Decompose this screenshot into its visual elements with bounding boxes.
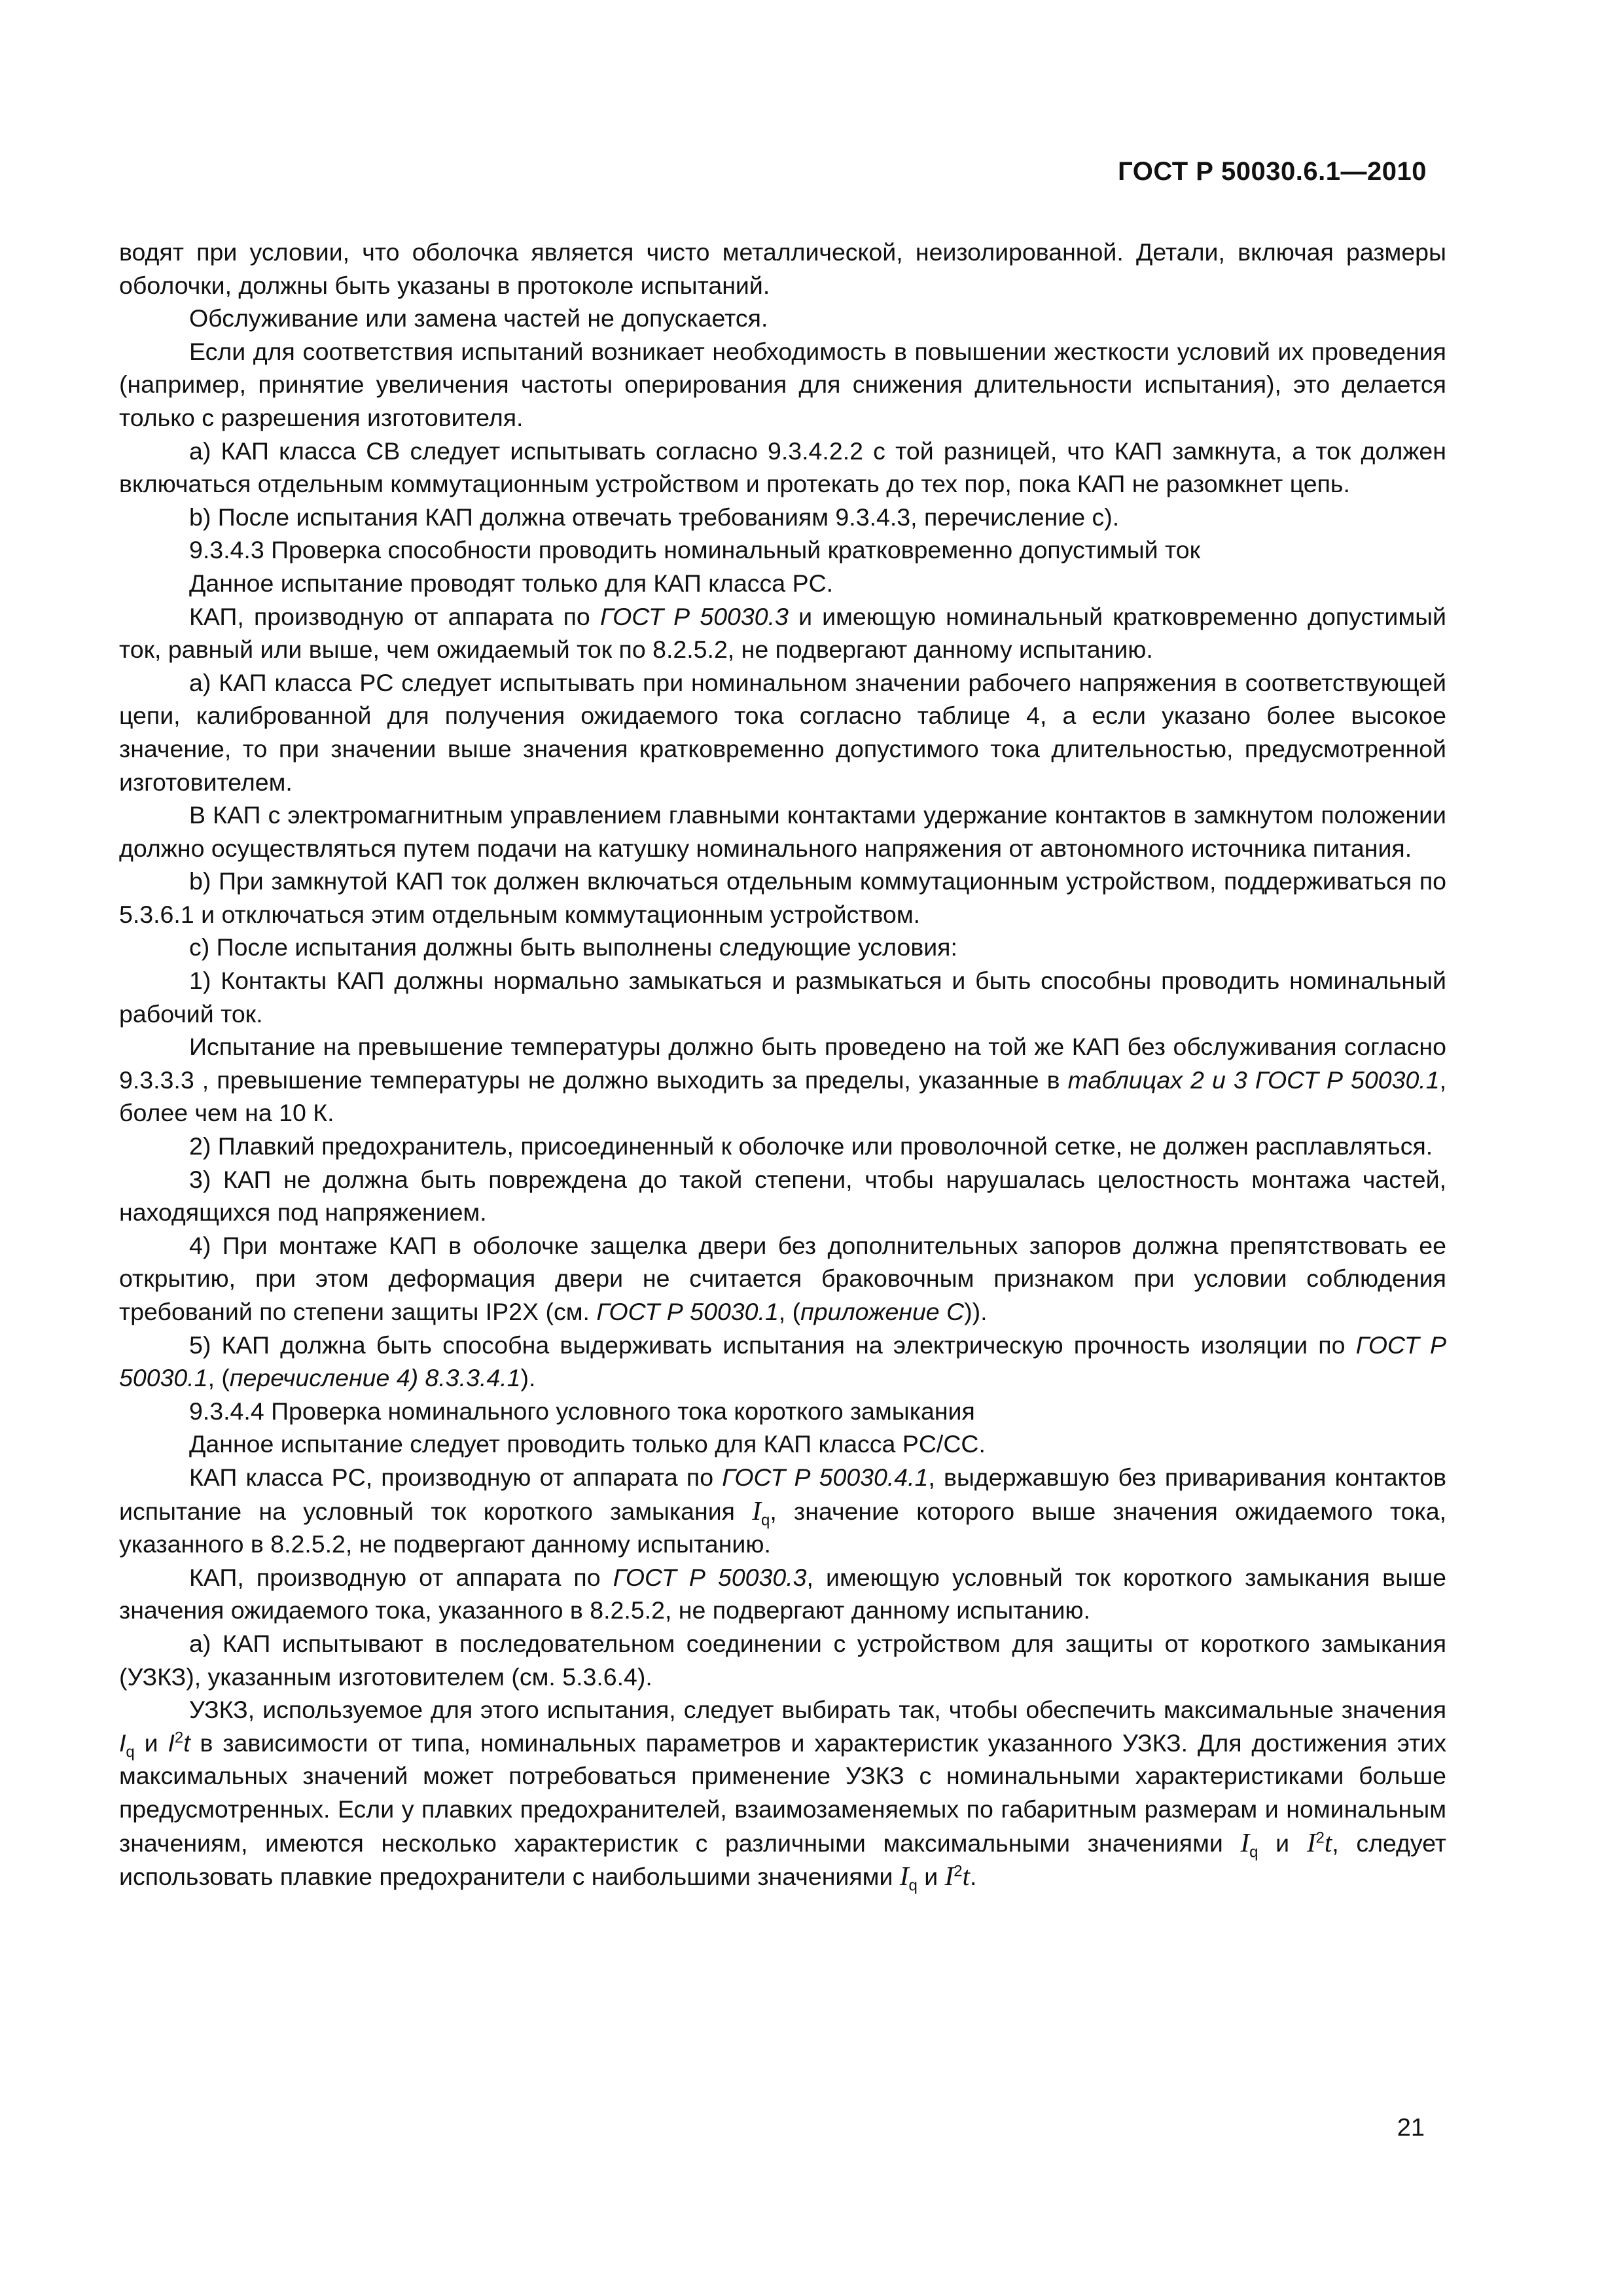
symbol-i: I: [168, 1729, 175, 1757]
list-item: a) КАП класса CB следует испытывать согласно 9.3.4.2.2 с той разницей, что КАП замкнута, а ток должен включаться отдельным коммутационным устройством и протекать до тех пор, пока КАП не разомкнет цепь.: [119, 437, 1446, 498]
section-heading: 9.3.4.3 Проверка способности проводить номинальный кратковременно допустимый ток: [189, 536, 1201, 564]
paragraph: Обслуживание или замена частей не допускается.: [189, 304, 768, 332]
paragraph: Данное испытание следует проводить только для КАП класса PC/CC.: [189, 1430, 986, 1458]
symbol-i: I: [752, 1495, 761, 1526]
standard-reference: ГОСТ Р 50030.3: [613, 1563, 807, 1591]
document-header: ГОСТ Р 50030.6.1—2010: [1118, 157, 1427, 186]
standard-reference: ГОСТ Р 50030.1: [119, 1331, 1446, 1392]
section-heading: 9.3.4.4 Проверка номинального условного тока короткого замыкания: [189, 1397, 975, 1425]
symbol-t: t: [183, 1729, 190, 1757]
list-item: 4) При монтаже КАП в оболочке защелка двери без дополнительных запоров должна препятствовать ее открытию, при этом деформация двери не считается браковочным признаком при условии соблюдения требований по степени защиты IP2X (см. ГОСТ Р 50030.1, (приложение С)).: [119, 1231, 1446, 1325]
list-item: a) КАП испытывают в последовательном соединении с устройством для защиты от короткого замыкания (УЗКЗ), указанным изготовителем (см. 5.3.6.4).: [119, 1629, 1446, 1691]
list-item: 1) Контакты КАП должны нормально замыкаться и размыкаться и быть способны проводить номинальный рабочий ток.: [119, 967, 1446, 1028]
paragraph: В КАП с электромагнитным управлением главными контактами удержание контактов в замкнутом положении должно осуществляться путем подачи на катушку номинального напряжения от автономного источника питания.: [119, 801, 1446, 862]
standard-reference: ГОСТ Р 50030.3: [599, 602, 789, 630]
symbol-i: I: [1306, 1827, 1316, 1857]
standard-reference: ГОСТ Р 50030.4.1: [722, 1463, 929, 1491]
symbol-i: I: [944, 1861, 954, 1892]
paragraph: Данное испытание проводят только для КАП класса PC.: [189, 569, 834, 597]
paragraph: КАП, производную от аппарата по ГОСТ Р 50030.3, имеющую условный ток короткого замыкания выше значения ожидаемого тока, указанного в 8.2.5.2, не подвергают данному испытанию.: [119, 1563, 1447, 1624]
symbol-i: I: [899, 1861, 909, 1892]
annex-reference: приложение С: [800, 1298, 965, 1325]
symbol-i: I: [119, 1729, 126, 1757]
standard-reference: таблицах 2 и 3 ГОСТ Р 50030.1: [1067, 1066, 1440, 1094]
list-item: 2) Плавкий предохранитель, присоединенный к оболочке или проволочной сетке, не должен расплавляться.: [189, 1132, 1433, 1160]
symbol-t: t: [1324, 1827, 1332, 1857]
list-item: b) При замкнутой КАП ток должен включаться отдельным коммутационным устройством, поддерживаться по 5.3.6.1 и отключаться этим отдельным коммутационным устройством.: [119, 867, 1446, 928]
list-item: 5) КАП должна быть способна выдерживать испытания на электрическую прочность изоляции по ГОСТ Р 50030.1, (перечисление 4) 8.3.3.4.1).: [119, 1331, 1446, 1392]
paragraph: Испытание на превышение температуры должно быть проведено на той же КАП без обслуживания согласно 9.3.3.3 , превышение температуры не должно выходить за пределы, указанные в таблицах 2 и 3 ГОСТ Р 50030.1, более чем на 10 К.: [119, 1033, 1446, 1127]
paragraph: УЗКЗ, используемое для этого испытания, следует выбирать так, чтобы обеспечить максимальные значения $I_q$ и $I^2t$ в зависимости от типа, номинальных параметров и характеристик указанного УЗКЗ. Для достижения этих максимальных значений может потребоваться применение УЗКЗ с номинальными характеристиками больше предусмотренных. Если у плавких предохранителей, взаимозаменяемых по габаритным размерам и номинальным значениям, имеются несколько характеристик с различными максимальными значениями $I_q$ и $I^2t$, следует использовать плавкие предохранители с наибольшими значениями $I_q$ и $I^2t$.: [119, 1696, 1446, 1895]
list-item: 3) КАП не должна быть повреждена до такой степени, чтобы нарушалась целостность монтажа частей, находящихся под напряжением.: [119, 1165, 1446, 1227]
list-item: b) После испытания КАП должна отвечать требованиям 9.3.4.3, перечисление с).: [189, 503, 1120, 531]
symbol-t: t: [962, 1861, 971, 1892]
list-item: c) После испытания должны быть выполнены следующие условия:: [189, 933, 957, 961]
paragraph: водят при условии, что оболочка является чисто металлической, неизолированной. Детали, включая размеры оболочки, должны быть указаны в протоколе испытаний.: [119, 238, 1446, 299]
symbol-i: I: [1240, 1827, 1250, 1857]
paragraph: КАП класса PC, производную от аппарата по ГОСТ Р 50030.4.1, выдержавшую без приваривания контактов испытание на условный ток короткого замыкания $I_q$, значение которого выше значения ожидаемого тока, указанного в 8.2.5.2, не подвергают данному испытанию.: [119, 1463, 1446, 1558]
page-number: 21: [1397, 2114, 1425, 2142]
list-item: a) КАП класса PC следует испытывать при номинальном значении рабочего напряжения в соответствующей цепи, калиброванной для получения ожидаемого тока согласно таблице 4, а если указано более высокое значение, то при значении выше значения кратковременно допустимого тока длительностью, предусмотренной изготовителем.: [119, 668, 1446, 796]
paragraph: КАП, производную от аппарата по ГОСТ Р 50030.3 и имеющую номинальный кратковременно допустимый ток, равный или выше, чем ожидаемый ток по 8.2.5.2, не подвергают данному испытанию.: [119, 602, 1447, 664]
clause-reference: перечисление 4) 8.3.3.4.1: [229, 1364, 521, 1392]
standard-reference: ГОСТ Р 50030.1: [596, 1298, 779, 1325]
paragraph: Если для соответствия испытаний возникает необходимость в повышении жесткости условий их проведения (например, принятие увеличения частоты оперирования для снижения длительности испытания), это делается только с разрешения изготовителя.: [119, 337, 1446, 431]
document-body: [119, 236, 1446, 1893]
